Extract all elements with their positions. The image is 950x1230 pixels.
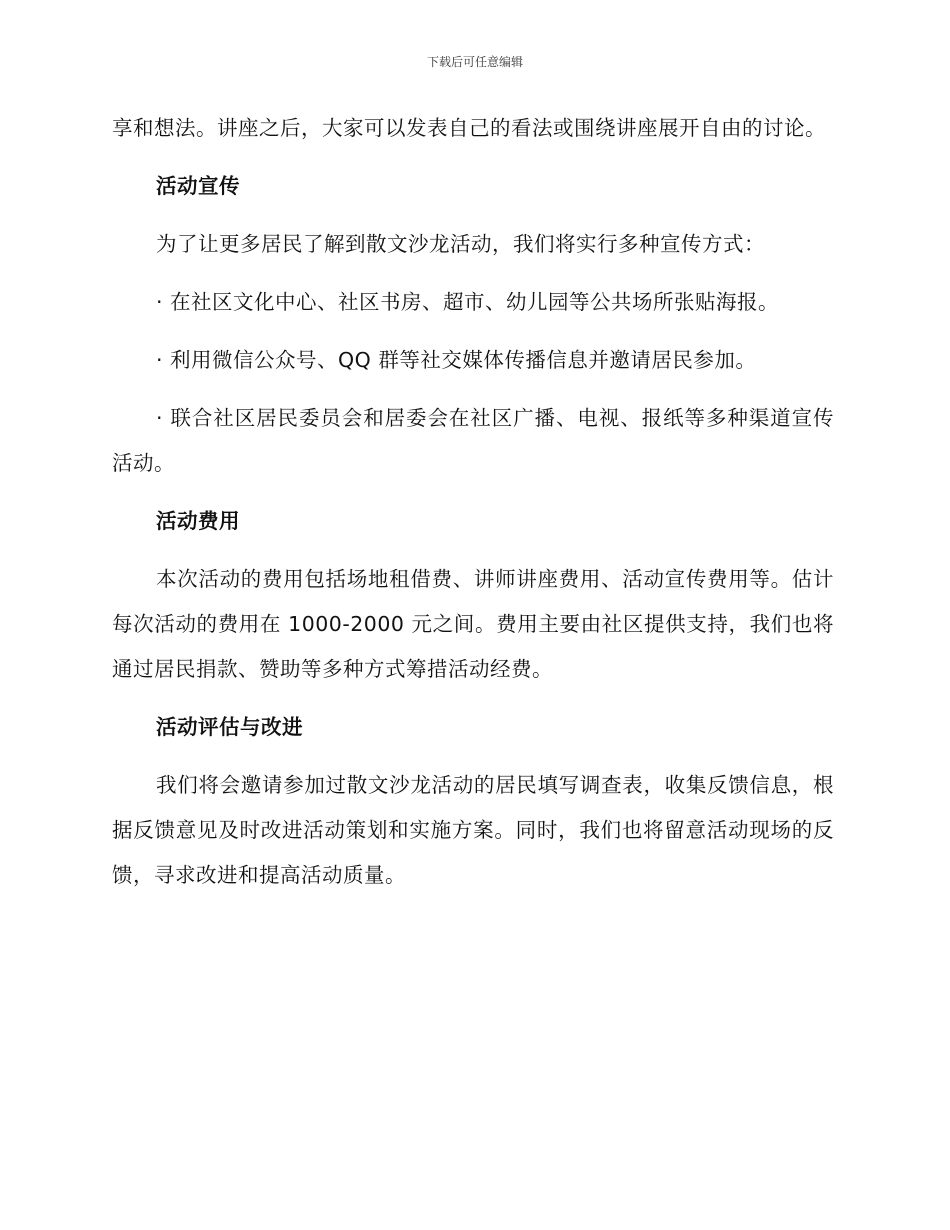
paragraph-cost: 本次活动的费用包括场地租借费、讲师讲座费用、活动宣传费用等。估计每次活动的费用在 1000-2000 元之间。费用主要由社区提供支持，我们也将通过居民捐款、赞助等多种方式筹措活动经费。	[112, 567, 834, 681]
document-body	[112, 106, 834, 898]
heading-publicity: 活动宣传	[156, 174, 240, 198]
bullet-community-channels: · 联合社区居民委员会和居委会在社区广播、电视、报纸等多种渠道宣传活动。	[112, 406, 834, 475]
paragraph-lecture-discussion: 享和想法。讲座之后，大家可以发表自己的看法或围绕讲座展开自由的讨论。	[112, 116, 826, 140]
bullet-posters: · 在社区文化中心、社区书房、超市、幼儿园等公共场所张贴海报。	[156, 290, 780, 314]
heading-cost: 活动费用	[156, 509, 240, 533]
page-header: 下载后可任意编辑	[426, 55, 523, 69]
heading-evaluation: 活动评估与改进	[156, 715, 303, 739]
paragraph-publicity-intro: 为了让更多居民了解到散文沙龙活动，我们将实行多种宣传方式：	[156, 232, 765, 256]
paragraph-evaluation: 我们将会邀请参加过散文沙龙活动的居民填写调查表，收集反馈信息，根据反馈意见及时改进活动策划和实施方案。同时，我们也将留意活动现场的反馈，寻求改进和提高活动质量。	[112, 773, 834, 887]
bullet-social-media: · 利用微信公众号、QQ 群等社交媒体传播信息并邀请居民参加。	[156, 348, 757, 372]
